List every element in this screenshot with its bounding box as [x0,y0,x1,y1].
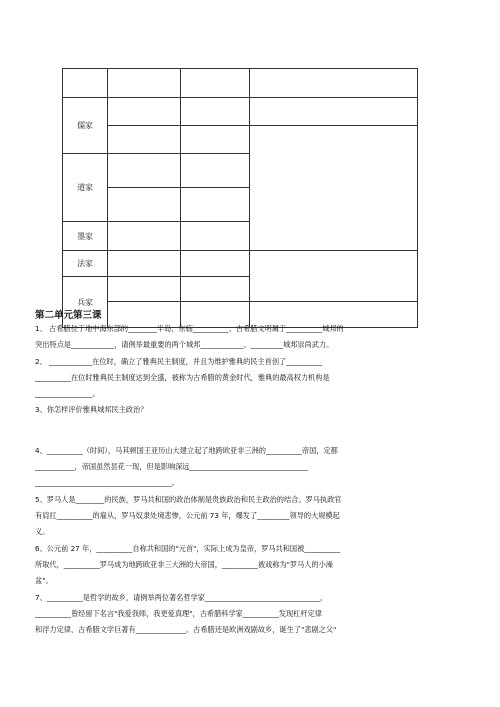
table-row [63,69,418,98]
table-cell [181,222,249,251]
table-row [63,251,418,277]
question-5-line-1: 5、罗马人是________的民族，罗马共和国的政治体制是贵族政治和民主政治的结合。罗马执政官 [35,495,342,504]
table-cell [108,188,181,222]
table-cell [249,69,417,98]
table-cell [108,222,181,251]
question-4-line-2: ___________，帝国虽然昙花一现，但是影响深远_________________________________ [35,462,309,471]
table-cell [108,277,181,302]
question-2-line-1: 2、 ____________在位时，确立了雅典民主制度，并且为维护雅典的民主首创了__________ [35,357,323,366]
table-cell [181,126,249,154]
table-cell [181,154,249,188]
question-7-line-2: __________曾经留下名言"我爱我师，我更爱真理"，古希腊科学家__________发现杠杆定律 [35,609,322,618]
question-1-line-2: 突出特点是____________，请例举最重要的两个城邦____________、_________城邦崇尚武力。 [35,340,334,349]
school-of-thought-table [62,68,418,328]
table-cell [181,251,249,277]
table-row-label: 儒家 [63,98,108,154]
table-row-label: 道家 [63,154,108,222]
table-cell [181,98,249,126]
table-row [63,98,418,126]
table-row-label: 墨家 [63,222,108,251]
table-cell [108,154,181,188]
unit-heading: 第二单元第三课 [35,310,102,321]
table-row-label: 法家 [63,251,108,277]
table-cell [108,98,181,126]
table-cell [249,98,417,126]
question-6-line-3: 盆"。 [35,576,53,585]
question-1-line-1: 1、 古希腊位于地中海东部的________半岛、东临__________、古希腊文明属于__________城邦的 [35,324,344,333]
table-cell [249,251,417,302]
question-6-line-2: 所取代，__________罗马成为地跨欧亚非三大洲的大帝国，__________被戏称为"罗马人的小澡 [35,560,333,569]
question-2-line-3: ________________。 [35,389,100,398]
table-cell [108,126,181,154]
question-2-line-2: __________在位时雅典民主制度达到全盛，被称为古希腊的黄金时代，雅典的最高权力机构是 [35,373,330,382]
table-cell [63,69,108,98]
question-3: 3、你怎样评价雅典城邦民主政治？ [35,405,148,414]
question-6-line-1: 6、公元前 27 年，__________自称共和国的"元首"，实际上成为皇帝，罗马共和国被__________ [35,544,341,553]
table-cell [249,126,417,251]
table-cell [181,69,249,98]
table-cell [181,277,249,302]
question-4-line-1: 4、__________（时间），马其顿国王亚历山大建立起了地跨欧亚非三洲的__________帝国，定都 [35,446,338,455]
question-4-line-3: ______________________________________。 [35,478,179,487]
question-7-line-1: 7、__________是哲学的故乡，请例举两位著名哲学家________________________________， [35,593,328,602]
question-5-line-3: 义。 [35,527,50,536]
table-cell [181,188,249,222]
table-cell [108,69,181,98]
table-row-label: 兵家 [63,277,108,328]
table-cell [108,251,181,277]
table-row [63,126,418,154]
question-5-line-2: 有肩扛__________的雇从，罗马奴隶处境悲惨，公元前 73 年，爆发了_________领导的大规模起 [35,511,340,520]
question-7-line-3: 和浮力定律，古希腊文学巨著有______________。古希腊还是欧洲戏剧故乡，诞生了"悲剧之父" [35,625,337,634]
